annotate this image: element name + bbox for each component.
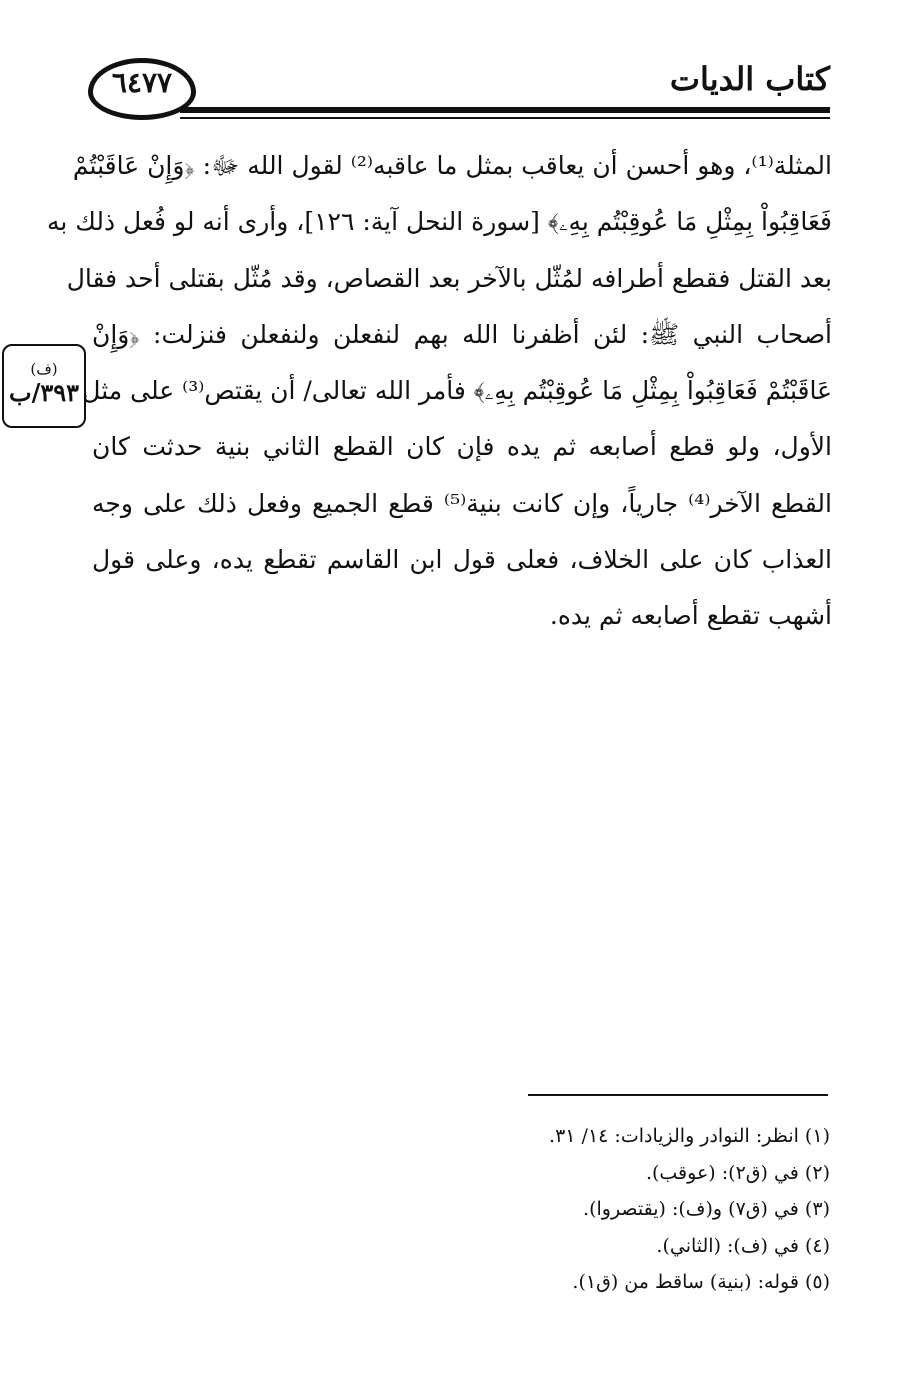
footnote-4: (٤) في (ف): (الثاني). <box>656 1234 830 1257</box>
body-line-1: المثلة⁽¹⁾، وهو أحسن أن يعاقب بمثل ما عاقبه⁽²⁾ لقول الله ﷻ: ﴿وَإِنْ عَاقَبْتُمْ <box>72 151 832 180</box>
margin-note-box <box>2 344 86 428</box>
header-rule <box>180 107 830 113</box>
page-number: ٦٤٧٧ <box>111 66 173 99</box>
footnote-5: (٥) قوله: (بنية) ساقط من (ق١). <box>572 1271 830 1293</box>
body-line-2: فَعَاقِبُواْ بِمِثْلِ مَا عُوقِبْتُم بِهِۦ﴾ [سورة النحل آية: ١٢٦]، وأرى أنه لو فُعل ذلك به <box>46 207 832 237</box>
footnote-1: (١) انظر: النوادر والزيادات: ١٤/ ٣١. <box>549 1125 830 1147</box>
body-line-8: العذاب كان على الخلاف، فعلى قول ابن القاسم تقطع يده، وعلى قول <box>92 545 833 575</box>
footnote-3: (٣) في (ق٧) و(ف): (يقتصروا). <box>583 1198 830 1220</box>
footnotes-list <box>410 1118 830 1301</box>
body-line-6: الأول، ولو قطع أصابعه ثم يده فإن كان القطع الثاني بنية حدثت كان <box>92 432 832 462</box>
body-line-7: القطع الآخر⁽⁴⁾ جارياً، وإن كانت بنية⁽⁵⁾ قطع الجميع وفعل ذلك على وجه <box>92 488 832 518</box>
margin-note-folio: ٣٩٣/ب <box>8 378 80 407</box>
body-line-5: عَاقَبْتُمْ فَعَاقِبُواْ بِمِثْلِ مَا عُوقِبْتُم بِهِۦ﴾ فأمر الله تعالى/ أن يقتص⁽³⁾ على مثل <box>82 376 832 406</box>
body-text <box>46 138 833 645</box>
body-line-3: بعد القتل فقطع أطرافه لمُثّل بالآخر بعد القصاص، وقد مُثّل بقتلى أحد فقال <box>66 263 832 293</box>
body-line-9: أشهب تقطع أصابعه ثم يده. <box>549 601 832 631</box>
running-title: كتاب الديات <box>669 60 830 98</box>
footnote-separator <box>528 1094 828 1096</box>
header-rule-thin <box>180 117 830 119</box>
margin-note-manuscript: (ف) <box>30 360 58 378</box>
body-line-4: أصحاب النبي ﷺ: لئن أظفرنا الله بهم لنفعلن ولنفعلن فنزلت: ﴿وَإِنْ <box>92 319 832 349</box>
footnote-2: (٢) في (ق٢): (عوقب). <box>645 1161 830 1184</box>
